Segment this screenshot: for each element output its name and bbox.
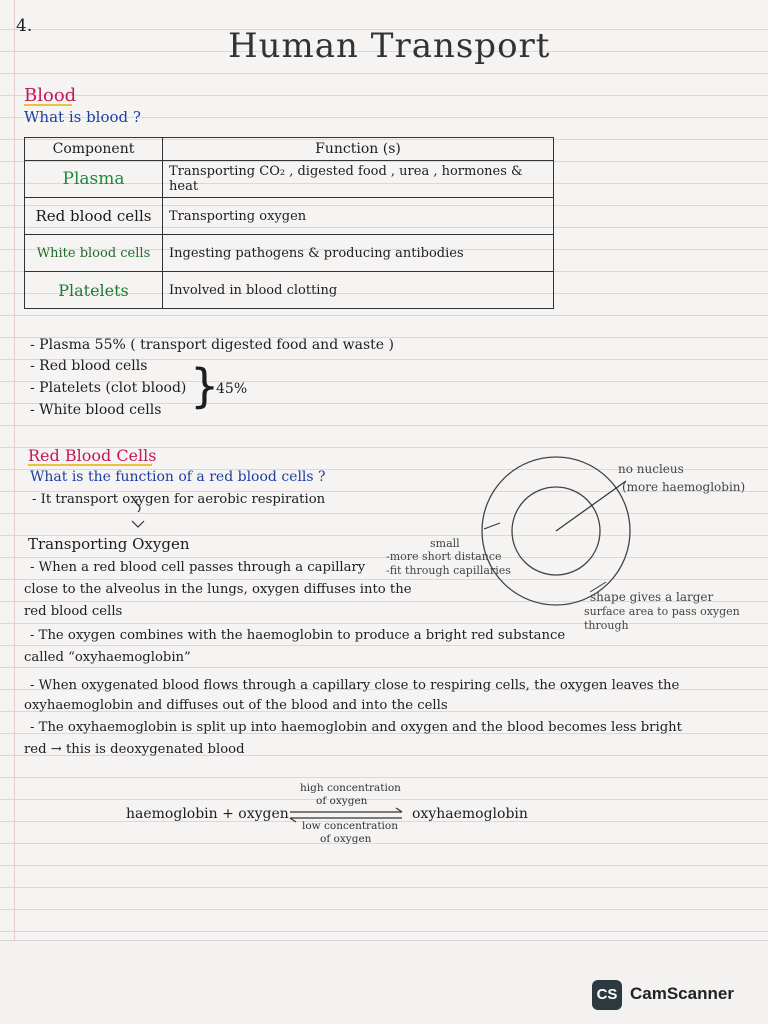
transport-subheading: Transporting Oxygen bbox=[28, 535, 190, 553]
equation-bottom-2: of oxygen bbox=[320, 833, 372, 845]
function-cell: Transporting CO₂ , digested food , urea , hormones & heat bbox=[163, 161, 554, 198]
page-number: 4. bbox=[16, 16, 33, 36]
rbc-heading: Red Blood Cells bbox=[28, 446, 157, 465]
paragraph-line: - The oxyhaemoglobin is split up into haemoglobin and oxygen and the blood becomes less bright bbox=[30, 720, 682, 735]
camscanner-logo-icon: CS bbox=[592, 980, 622, 1010]
paragraph-line: close to the alveolus in the lungs, oxygen diffuses into the bbox=[24, 582, 412, 597]
equation-left: haemoglobin + oxygen bbox=[126, 806, 289, 822]
composition-red: - Red blood cells bbox=[30, 358, 148, 374]
component-cell: White blood cells bbox=[25, 235, 163, 272]
paragraph-line: - The oxygen combines with the haemoglobin to produce a bright red substance bbox=[30, 628, 566, 643]
composition-group-pct: 45% bbox=[216, 381, 248, 397]
composition-platelets: - Platelets (clot blood) bbox=[30, 380, 187, 396]
no-nucleus-label: no nucleus bbox=[618, 462, 684, 476]
equation-right: oxyhaemoglobin bbox=[412, 806, 528, 822]
arrow-head-icon bbox=[132, 521, 144, 527]
paragraph-line: red blood cells bbox=[24, 604, 123, 619]
camscanner-brand: CamScanner bbox=[630, 984, 734, 1003]
page-title: Human Transport bbox=[228, 26, 551, 66]
rbc-question: What is the function of a red blood cells ? bbox=[30, 469, 326, 485]
function-cell: Transporting oxygen bbox=[163, 198, 554, 235]
blood-heading: Blood bbox=[24, 85, 77, 106]
component-cell: Red blood cells bbox=[25, 198, 163, 235]
equation-bottom-1: low concentration bbox=[302, 820, 398, 832]
short-distance-label: -more short distance bbox=[386, 550, 502, 563]
rbc-answer: - It transport oxygen for aerobic respiration bbox=[32, 492, 326, 507]
equation-top-2: of oxygen bbox=[316, 795, 368, 807]
small-label: small bbox=[430, 537, 460, 550]
function-cell: Ingesting pathogens & producing antibodies bbox=[163, 235, 554, 272]
composition-white: - White blood cells bbox=[30, 402, 162, 418]
equation-top-1: high concentration bbox=[300, 782, 401, 794]
paragraph-line: called “oxyhaemoglobin” bbox=[24, 650, 191, 665]
paragraph-line: - When a red blood cell passes through a capillary bbox=[30, 560, 366, 575]
paragraph-line: oxyhaemoglobin and diffuses out of the blood and into the cells bbox=[24, 698, 448, 713]
function-cell: Involved in blood clotting bbox=[163, 272, 554, 309]
brace-icon: } bbox=[190, 359, 220, 413]
paragraph-line: red → this is deoxygenated blood bbox=[24, 742, 245, 757]
shape-label-2: surface area to pass oxygen bbox=[584, 605, 740, 618]
paragraph-line: - When oxygenated blood flows through a capillary close to respiring cells, the oxygen leaves the bbox=[30, 678, 680, 693]
header-component: Component bbox=[25, 138, 163, 161]
small-pointer bbox=[484, 523, 500, 529]
more-haemoglobin-label: (more haemoglobin) bbox=[622, 480, 746, 494]
composition-plasma: - Plasma 55% ( transport digested food and waste ) bbox=[30, 337, 394, 353]
blood-question: What is blood ? bbox=[24, 108, 141, 126]
header-function: Function (s) bbox=[163, 138, 554, 161]
shape-label-1: shape gives a larger bbox=[590, 590, 714, 604]
component-cell: Platelets bbox=[25, 272, 163, 309]
fit-capillaries-label: -fit through capillaries bbox=[386, 564, 511, 577]
shape-label-3: through bbox=[584, 619, 629, 632]
component-cell: Plasma bbox=[25, 161, 163, 198]
